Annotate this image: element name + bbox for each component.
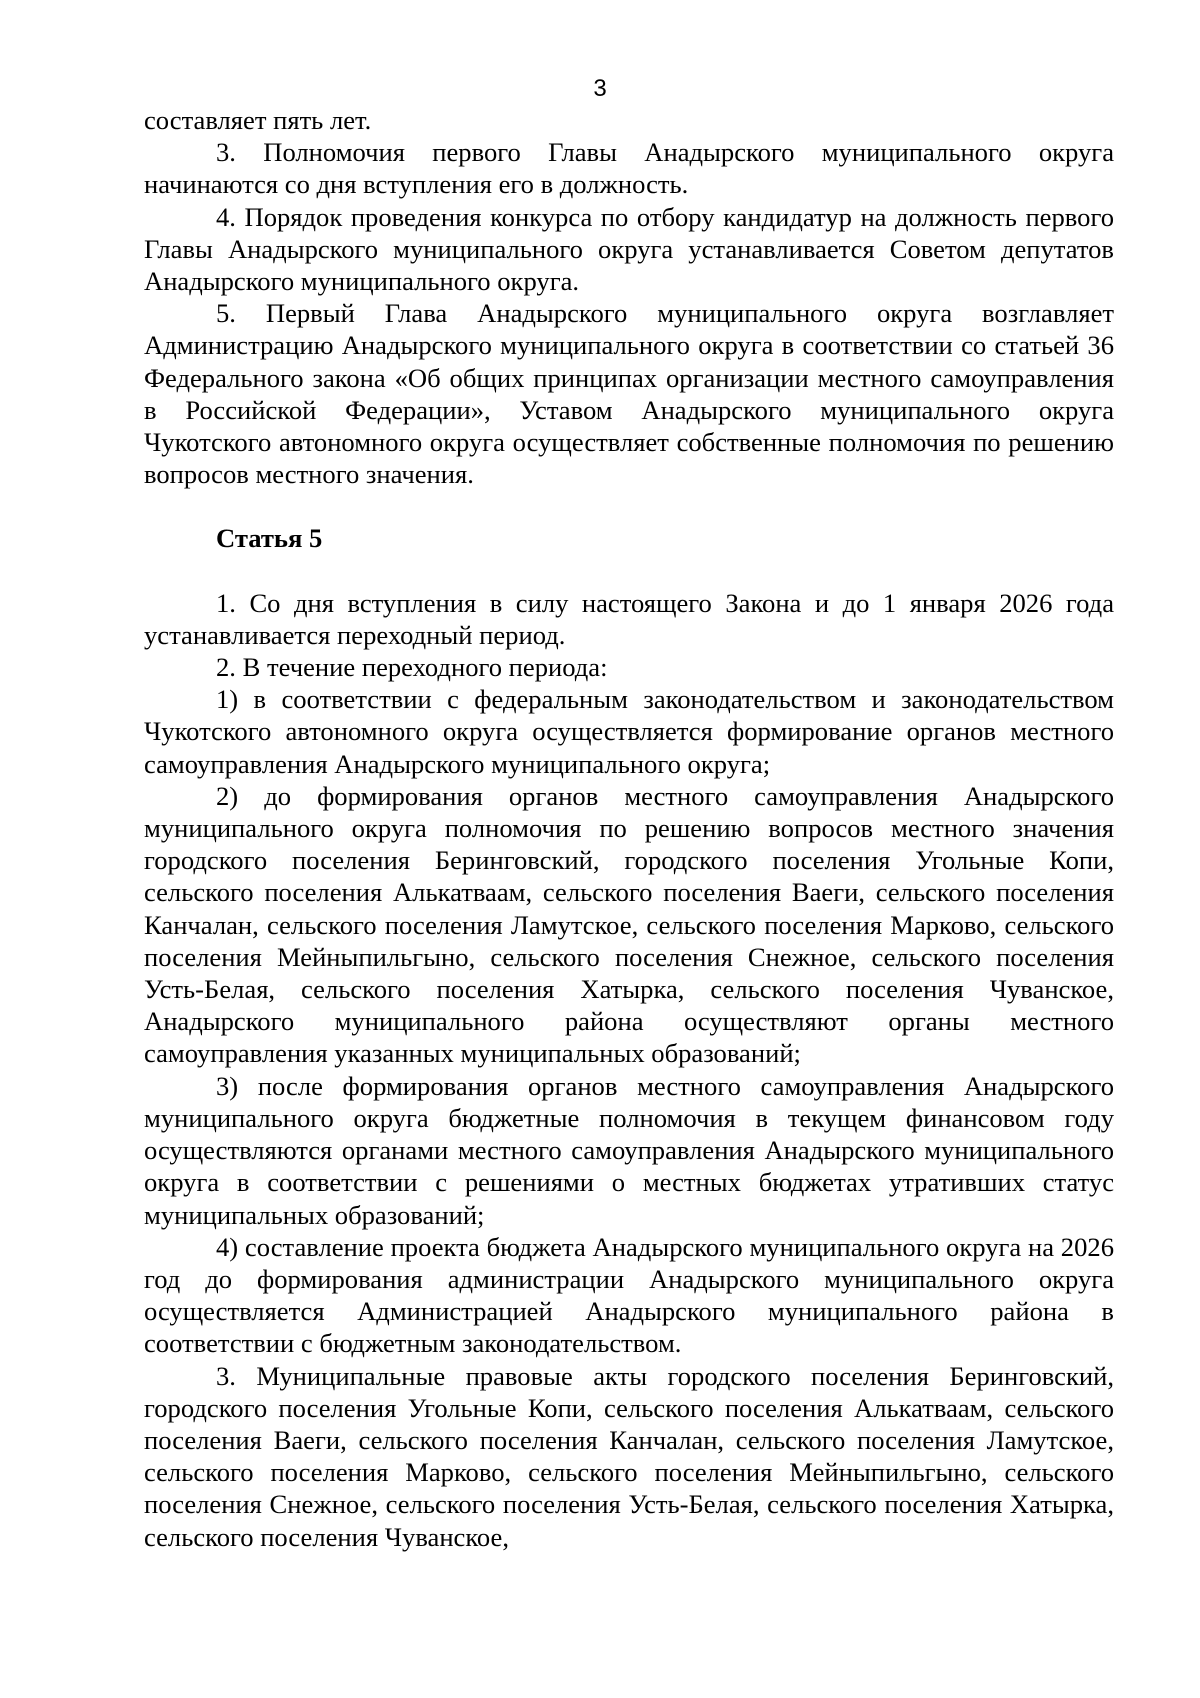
article-heading: Статья 5 <box>216 523 323 554</box>
document-body <box>144 104 1114 1553</box>
paragraph-item-4: 4. Порядок проведения конкурса по отбору кандидатур на должность первого Главы Анадырского муниципального округа устанавливается Советом депутатов Анадырского муниципального округа. <box>144 201 1114 297</box>
paragraph-item-3: 3. Полномочия первого Главы Анадырского муниципального округа начинаются со дня вступления его в должность. <box>144 137 1114 200</box>
article-paragraph-2: 2. В течение переходного периода: <box>216 652 608 683</box>
article-paragraph-1: 1. Со дня вступления в силу настоящего Закона и до 1 января 2026 года устанавливается переходный период. <box>144 587 1114 650</box>
article-subitem-2: 2) до формирования органов местного самоуправления Анадырского муниципального округа полномочия по решению вопросов местного значения городского поселения Беринговский, городского поселения Угольные Копи, сельского поселения Алькатваам, сельского поселения Ваеги, сельского поселения Канчалан, сельского поселения Ламутское, сельского поселения Марково, сельского поселения Мейныпильгыно, сельского поселения Снежное, сельского поселения Усть-Белая, сельского поселения Хатырка, сельского поселения Чуванское, Анадырского муниципального района осуществляют органы местного самоуправления указанных муниципальных образований; <box>144 780 1114 1069</box>
page-number: 3 <box>593 75 607 102</box>
spacer <box>144 490 1114 522</box>
article-paragraph-3: 3. Муниципальные правовые акты городского поселения Беринговский, городского поселения Угольные Копи, сельского поселения Алькатваам, сельского поселения Ваеги, сельского поселения Канчалан, сельского поселения Ламутское, сельского поселения Марково, сельского поселения Мейныпильгыно, сельского поселения Снежное, сельского поселения Усть-Белая, сельского поселения Хатырка, сельского поселения Чуванское, <box>144 1360 1114 1552</box>
article-subitem-3: 3) после формирования органов местного самоуправления Анадырского муниципального округа бюджетные полномочия в текущем финансовом году осуществляются органами местного самоуправления Анадырского муниципального округа в соответствии с решениями о местных бюджетах утративших статус муниципальных образований; <box>144 1070 1114 1230</box>
article-subitem-1: 1) в соответствии с федеральным законодательством и законодательством Чукотского автономного округа осуществляется формирование органов местного самоуправления Анадырского муниципального округа; <box>144 684 1114 779</box>
paragraph-item-5: 5. Первый Глава Анадырского муниципального округа возглавляет Администрацию Анадырского муниципального округа в соответствии со статьей 36 Федерального закона «Об общих принципах организации местного самоуправления в Российской Федерации», Уставом Анадырского муниципального округа Чукотского автономного округа осуществляет собственные полномочия по решению вопросов местного значения. <box>144 298 1114 490</box>
article-subitem-4: 4) составление проекта бюджета Анадырского муниципального округа на 2026 год до формирования администрации Анадырского муниципального округа осуществляется Администрацией Анадырского муниципального района в соответствии с бюджетным законодательством. <box>144 1231 1114 1359</box>
spacer <box>144 555 1114 587</box>
paragraph-continuation: составляет пять лет. <box>144 105 372 135</box>
